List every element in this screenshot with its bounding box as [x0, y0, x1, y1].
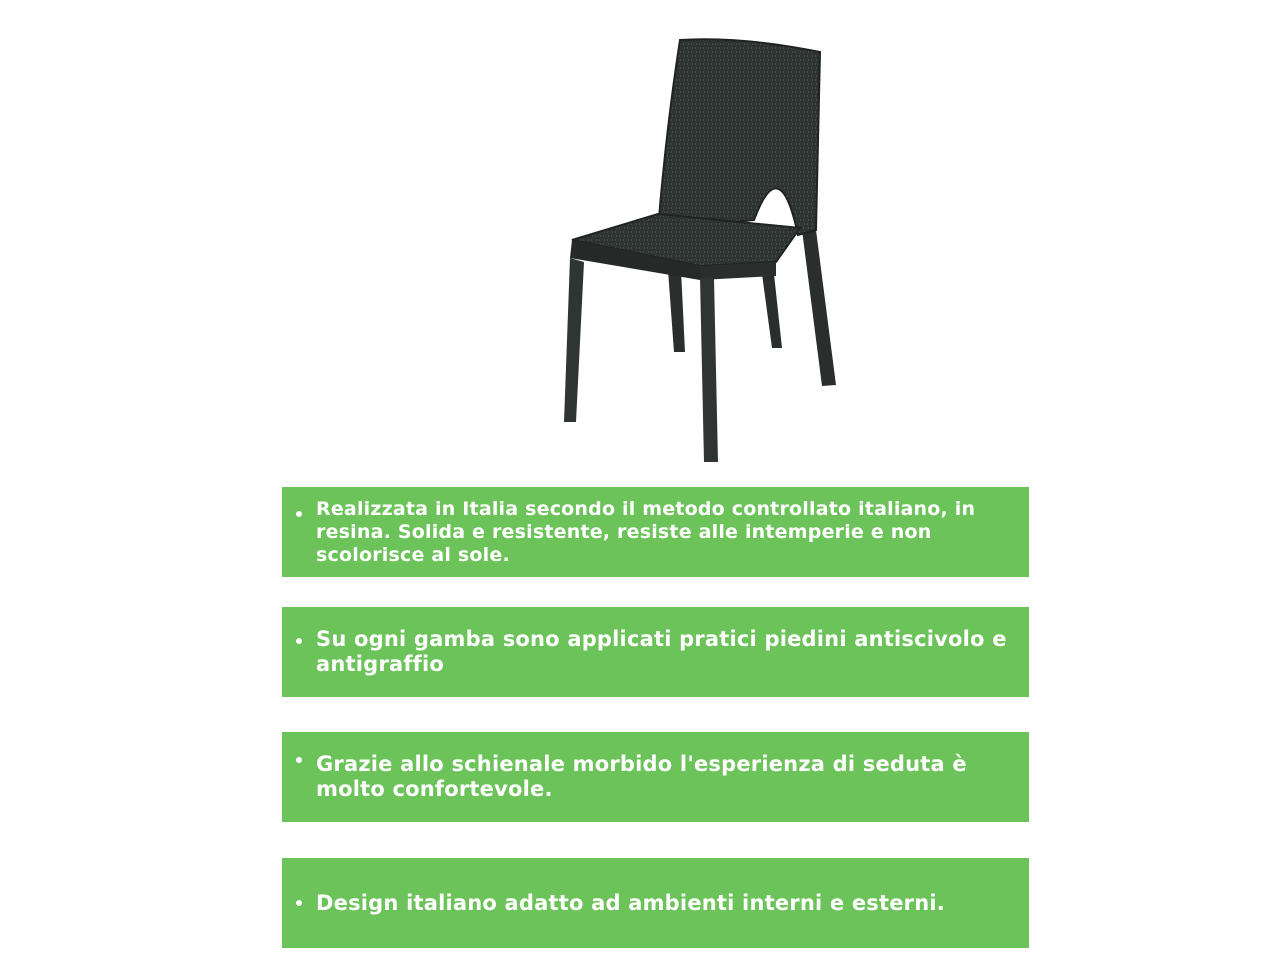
feature-text: Su ogni gamba sono applicati pratici piedini antiscivolo e antigraffio	[316, 627, 1007, 676]
garden-chair-icon	[540, 30, 860, 470]
feature-item	[282, 858, 1029, 948]
feature-text: Realizzata in Italia secondo il metodo controllato italiano, in resina. Solida e resistente, resiste alle intemperie e non scolorisce al sole.	[316, 497, 976, 566]
bullet-icon	[296, 511, 302, 517]
feature-item	[282, 732, 1029, 822]
bullet-icon	[296, 900, 302, 906]
feature-text: Grazie allo schienale morbido l'esperienza di seduta è molto confortevole.	[316, 752, 967, 801]
bullet-icon	[296, 757, 302, 763]
feature-text: Design italiano adatto ad ambienti interni e esterni.	[316, 890, 945, 915]
feature-item	[282, 607, 1029, 697]
feature-item	[282, 487, 1029, 577]
bullet-icon	[296, 638, 302, 644]
